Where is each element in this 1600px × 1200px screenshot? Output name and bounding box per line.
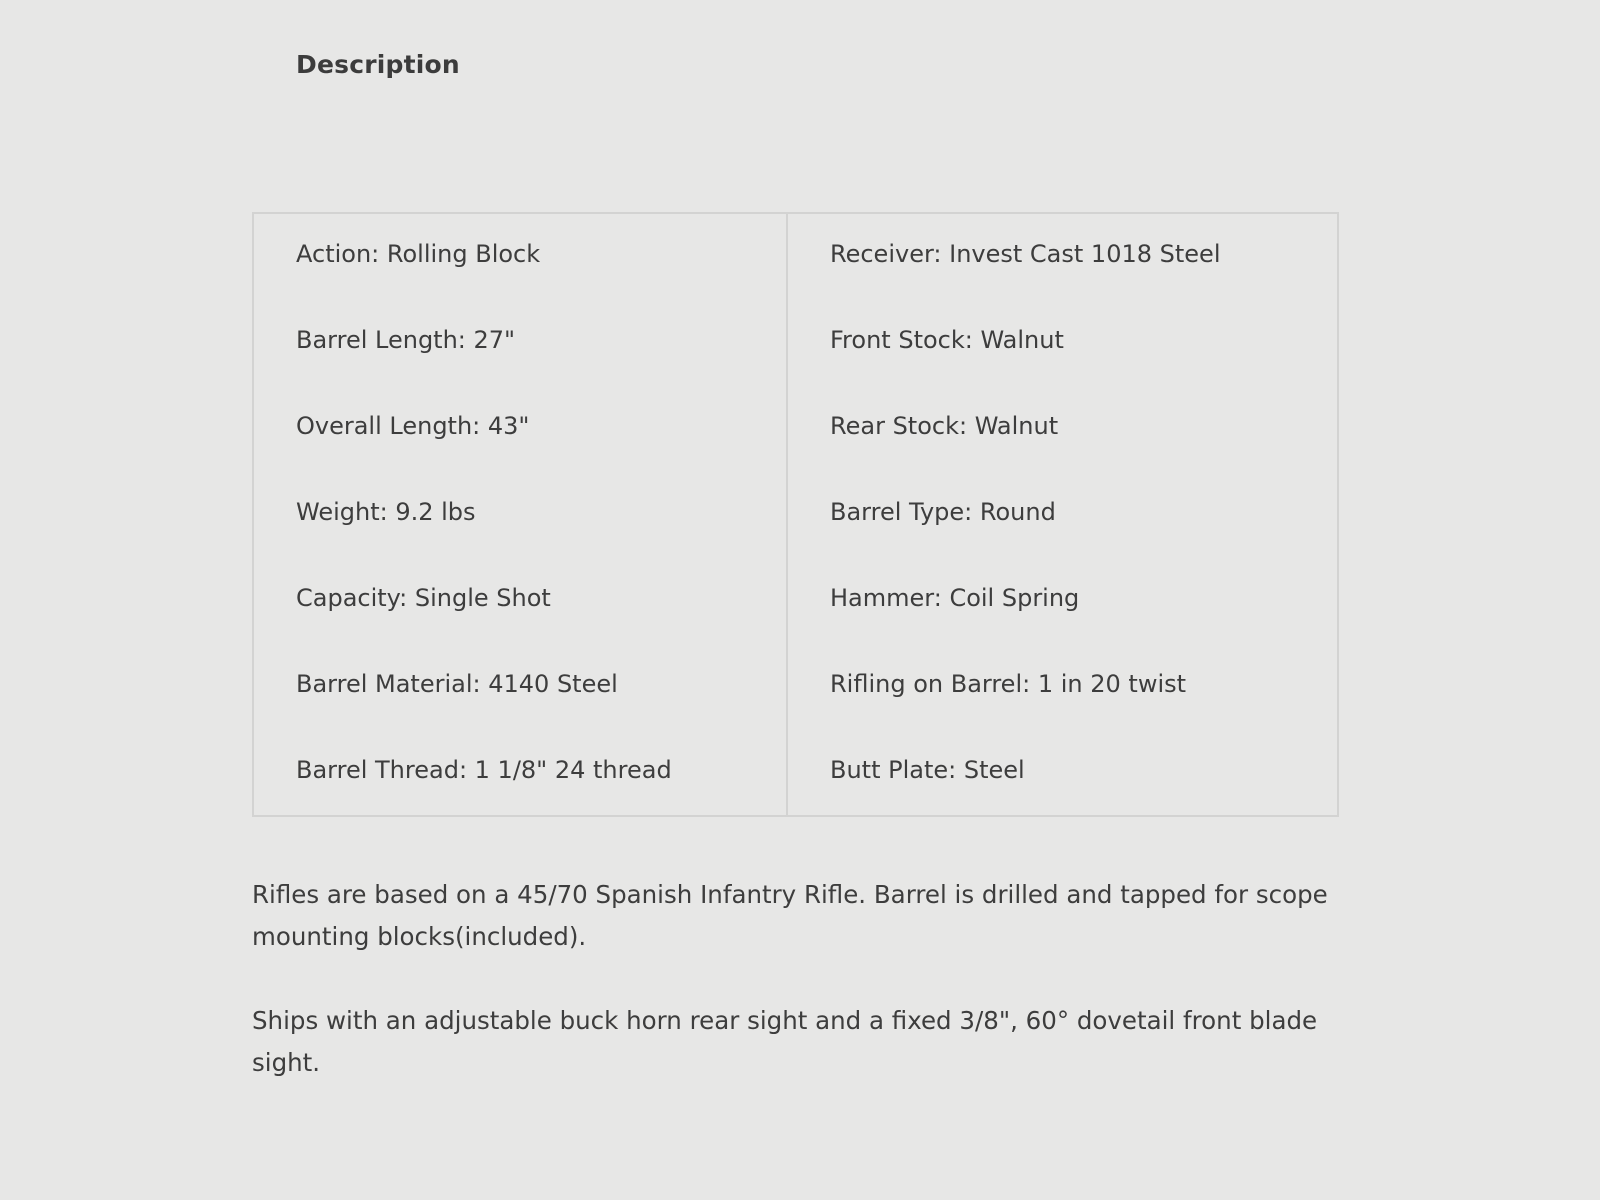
description-tab-title[interactable]: Description — [296, 50, 460, 79]
specifications-table — [252, 212, 1339, 817]
spec-front-stock: Front Stock: Walnut — [830, 326, 1064, 354]
spec-overall-length: Overall Length: 43" — [296, 412, 530, 440]
description-paragraph-base: Rifles are based on a 45/70 Spanish Infantry Rifle. Barrel is drilled and tapped for scope mounting blocks(included). — [252, 880, 1328, 951]
spec-weight: Weight: 9.2 lbs — [296, 498, 476, 526]
spec-rear-stock: Rear Stock: Walnut — [830, 412, 1059, 440]
spec-capacity: Capacity: Single Shot — [296, 584, 551, 612]
spec-barrel-length: Barrel Length: 27" — [296, 326, 516, 354]
description-paragraph-sights: Ships with an adjustable buck horn rear sight and a fixed 3/8", 60° dovetail front blade sight. — [252, 1006, 1318, 1077]
specs-right-column — [788, 214, 1337, 815]
spec-rifling: Rifling on Barrel: 1 in 20 twist — [830, 670, 1187, 698]
spec-hammer: Hammer: Coil Spring — [830, 584, 1080, 612]
spec-barrel-thread: Barrel Thread: 1 1/8" 24 thread — [296, 756, 672, 784]
spec-receiver: Receiver: Invest Cast 1018 Steel — [830, 240, 1221, 268]
specs-left-column — [254, 214, 788, 815]
spec-butt-plate: Butt Plate: Steel — [830, 756, 1025, 784]
spec-barrel-material: Barrel Material: 4140 Steel — [296, 670, 618, 698]
spec-barrel-type: Barrel Type: Round — [830, 498, 1056, 526]
spec-action: Action: Rolling Block — [296, 240, 541, 268]
